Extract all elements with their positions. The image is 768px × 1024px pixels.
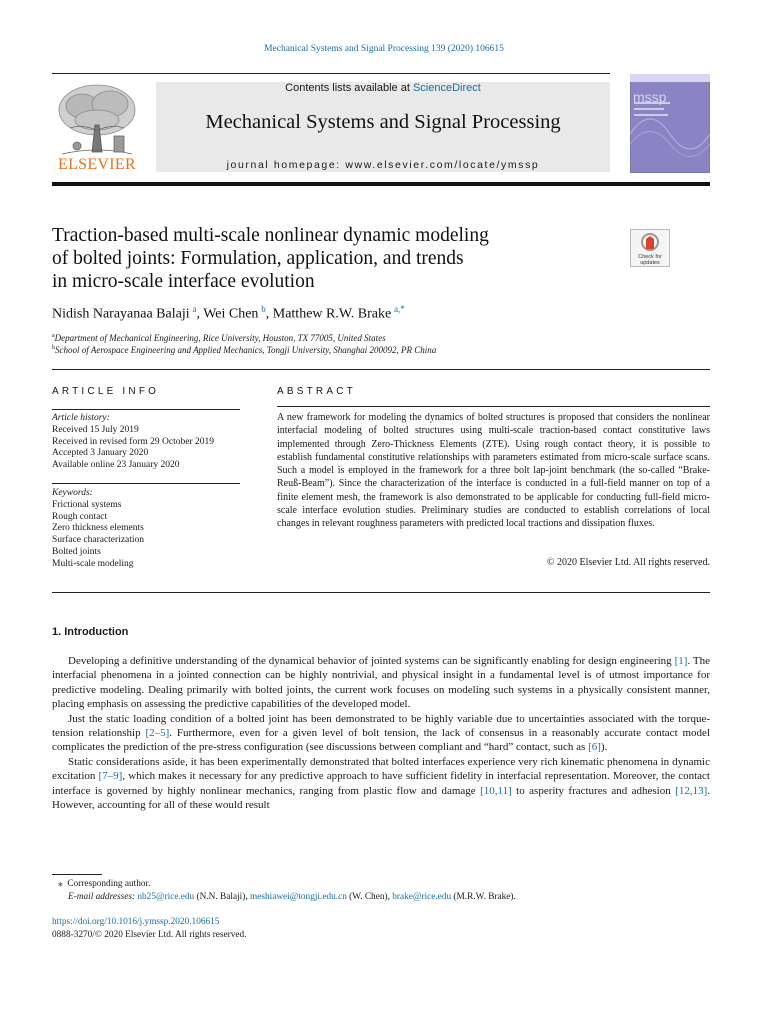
footnotes xyxy=(52,878,710,904)
email-addresses xyxy=(52,891,710,904)
email-owner: (N.N. Balaji), xyxy=(194,891,250,902)
keyword-item: Surface characterization xyxy=(52,535,145,546)
citation-link[interactable]: [10,11] xyxy=(480,784,512,797)
history-item: Received 15 July 2019 xyxy=(52,424,139,435)
keywords-block xyxy=(52,488,252,571)
affil-mark: a xyxy=(52,333,55,339)
journal-cover-thumbnail xyxy=(630,74,710,173)
asterisk-mark: ⁎ xyxy=(58,879,63,889)
keyword-item: Rough contact xyxy=(52,511,108,522)
citation-link[interactable]: [6] xyxy=(588,741,601,754)
abstract-text: A new framework for modeling the dynamics of bolted structures is proposed that considers the nonlinear interfacial modeling of bolted structures using multi-scale traction-based contact constitutive laws implemented through Zero-Thickness Elements (ZTE). Using rough contact theory, it is possible to establish fundamental constitutive relationships with parameters estimated from micro-scale surface scans. Such a model is employed in the framework for a three bolt lap-joint benchmark (the so-called “Brake-Reuß-Beam”). Since the characterization of the interface is conducted in a full-field manner on top of a finite element mesh, the framework is also demonstrated to be applicable for conducting full-field micro-scale interface evolution studies. Preliminary studies are conducted to establish correlations of local changes in relevant roughness parameters with predicted local tractions and dissipation fluxes. xyxy=(277,412,710,530)
email-link[interactable]: brake@rice.edu xyxy=(392,891,452,902)
affiliation-a xyxy=(52,333,386,343)
text-run: Just the static loading condition of a bolted joint has been demonstrated to be highly variable due to uncertainties associated with the torque-tension relationship xyxy=(52,712,710,740)
contents-prefix: Contents lists available at xyxy=(285,82,413,94)
introduction-body xyxy=(52,654,710,812)
affil-text: School of Aerospace Engineering and Applied Mechanics, Tongji University, Shanghai 200092, PR China xyxy=(55,345,437,355)
title-line: Traction-based multi-scale nonlinear dynamic modeling xyxy=(52,225,489,246)
issn-line: 0888-3270/© 2020 Elsevier Ltd. All rights reserved. xyxy=(52,929,247,940)
citation-link[interactable]: [7–9] xyxy=(98,770,123,783)
article-title xyxy=(52,224,592,293)
keyword-item: Bolted joints xyxy=(52,546,101,557)
citation-link[interactable]: [2–5] xyxy=(145,727,170,740)
text-run: Developing a definitive understanding of the dynamical behavior of jointed systems can be significantly enabling for design engineering xyxy=(68,655,675,667)
history-item: Received in revised form 29 October 2019 xyxy=(52,436,214,447)
affiliation-b xyxy=(52,345,436,355)
keywords-label: Keywords: xyxy=(52,488,93,498)
keywords-rule xyxy=(52,483,240,484)
section-divider xyxy=(52,592,710,593)
title-line: in micro-scale interface evolution xyxy=(52,271,315,292)
contents-line xyxy=(156,82,610,94)
email-owner: (W. Chen), xyxy=(346,891,393,902)
affil-mark: b xyxy=(52,345,55,351)
text-run: , which makes it necessary for any predictive approach to have sufficient fidelity in interfacial representation. Moreover, the contact interface is governed by highly nonlinear mechanics, ranging from plastic flow and damage xyxy=(52,770,710,797)
author-name: Wei Chen xyxy=(203,306,259,322)
text-run: . However, accounting for all of these would result xyxy=(52,784,710,812)
paragraph xyxy=(52,755,710,813)
doi-link[interactable]: https://doi.org/10.1016/j.ymssp.2020.106615 xyxy=(52,917,220,927)
header-top-rule xyxy=(52,73,610,74)
journal-reference[interactable]: Mechanical Systems and Signal Processing 139 (2020) 106615 xyxy=(264,44,504,54)
elsevier-logo xyxy=(52,80,142,175)
introduction-heading: 1. Introduction xyxy=(52,626,129,638)
keyword-item: Multi-scale modeling xyxy=(52,558,134,569)
text-run: Static considerations aside, it has been experimentally demonstrated that bolted interfaces experience very rich kinematic phenomena in dynamic excitation xyxy=(52,755,710,783)
keyword-item: Zero thickness elements xyxy=(52,523,144,534)
author-affil-mark[interactable]: a,* xyxy=(394,304,405,314)
section-divider xyxy=(52,369,710,370)
author-affil-mark[interactable]: b xyxy=(261,304,266,314)
corresponding-text: Corresponding author. xyxy=(67,879,151,889)
sciencedirect-link[interactable]: ScienceDirect xyxy=(412,82,481,94)
article-info-heading: ARTICLE INFO xyxy=(52,386,160,397)
homepage-prefix: journal homepage: xyxy=(226,159,346,171)
journal-title: Mechanical Systems and Signal Processing xyxy=(205,111,561,133)
citation-link[interactable]: [12,13] xyxy=(675,784,708,797)
author-name: Matthew R.W. Brake xyxy=(272,306,392,322)
elsevier-wordmark: ELSEVIER xyxy=(58,156,136,173)
affil-text: Department of Mechanical Engineering, Rice University, Houston, TX 77005, United States xyxy=(54,333,386,343)
check-updates-label: Check for updates xyxy=(638,254,662,266)
text-run: ). xyxy=(600,741,608,754)
article-info-rule xyxy=(52,409,240,410)
history-label: Article history: xyxy=(52,413,110,423)
cover-title: mssp xyxy=(633,89,667,105)
article-history xyxy=(52,413,252,472)
abstract-heading: ABSTRACT xyxy=(277,386,356,397)
email-owner: (M.R.W. Brake). xyxy=(451,891,516,902)
text-run: . The interfacial phenomena in a jointed connection can be highly nontrivial, and physical insight in a fundamental level is of utmost importance for predictive modeling. Dealing primarily with bolted joints, the current work focuses on modeling such systems in a physically consistent manner, placing emphasis on assessing the predictive capabilities of the developed model. xyxy=(52,655,711,711)
author-affil-mark[interactable]: a xyxy=(192,304,197,314)
header-bottom-rule xyxy=(52,182,710,186)
homepage-link[interactable]: www.elsevier.com/locate/ymssp xyxy=(345,159,540,171)
check-for-updates-badge[interactable] xyxy=(630,229,670,267)
journal-homepage xyxy=(156,159,610,171)
email-label: E-mail addresses: xyxy=(68,891,138,902)
abstract-rule xyxy=(277,406,710,407)
footnote-rule xyxy=(52,874,102,875)
email-link[interactable]: nb25@rice.edu xyxy=(137,891,195,902)
text-run: . Furthermore, even for a given level of bolt tension, the lack of consensus in a reasonably accurate contact model complicates the prediction of the pre-stress configuration (see discussions between compliant and “hard” contact, such as xyxy=(52,727,710,754)
history-item: Available online 23 January 2020 xyxy=(52,460,180,471)
abstract-copyright: © 2020 Elsevier Ltd. All rights reserved. xyxy=(546,557,710,568)
corresponding-author-note xyxy=(52,878,710,891)
text-run: to asperity fractures and adhesion xyxy=(511,784,676,797)
keyword-item: Frictional systems xyxy=(52,499,122,510)
author-name: Nidish Narayanaa Balaji xyxy=(52,306,190,322)
history-item: Accepted 3 January 2020 xyxy=(52,448,149,459)
email-link[interactable]: meshiawei@tongji.edu.cn xyxy=(250,891,347,902)
doi-block xyxy=(52,916,247,942)
authors-line: Nidish Narayanaa Balaji $^a$, Wei Chen $^b$, Matthew R.W. Brake $^{a,*}$ xyxy=(52,304,405,322)
citation-link[interactable]: [1] xyxy=(674,655,688,667)
paragraph xyxy=(52,654,710,712)
paragraph xyxy=(52,712,710,755)
title-line: of bolted joints: Formulation, application, and trends xyxy=(52,248,464,269)
